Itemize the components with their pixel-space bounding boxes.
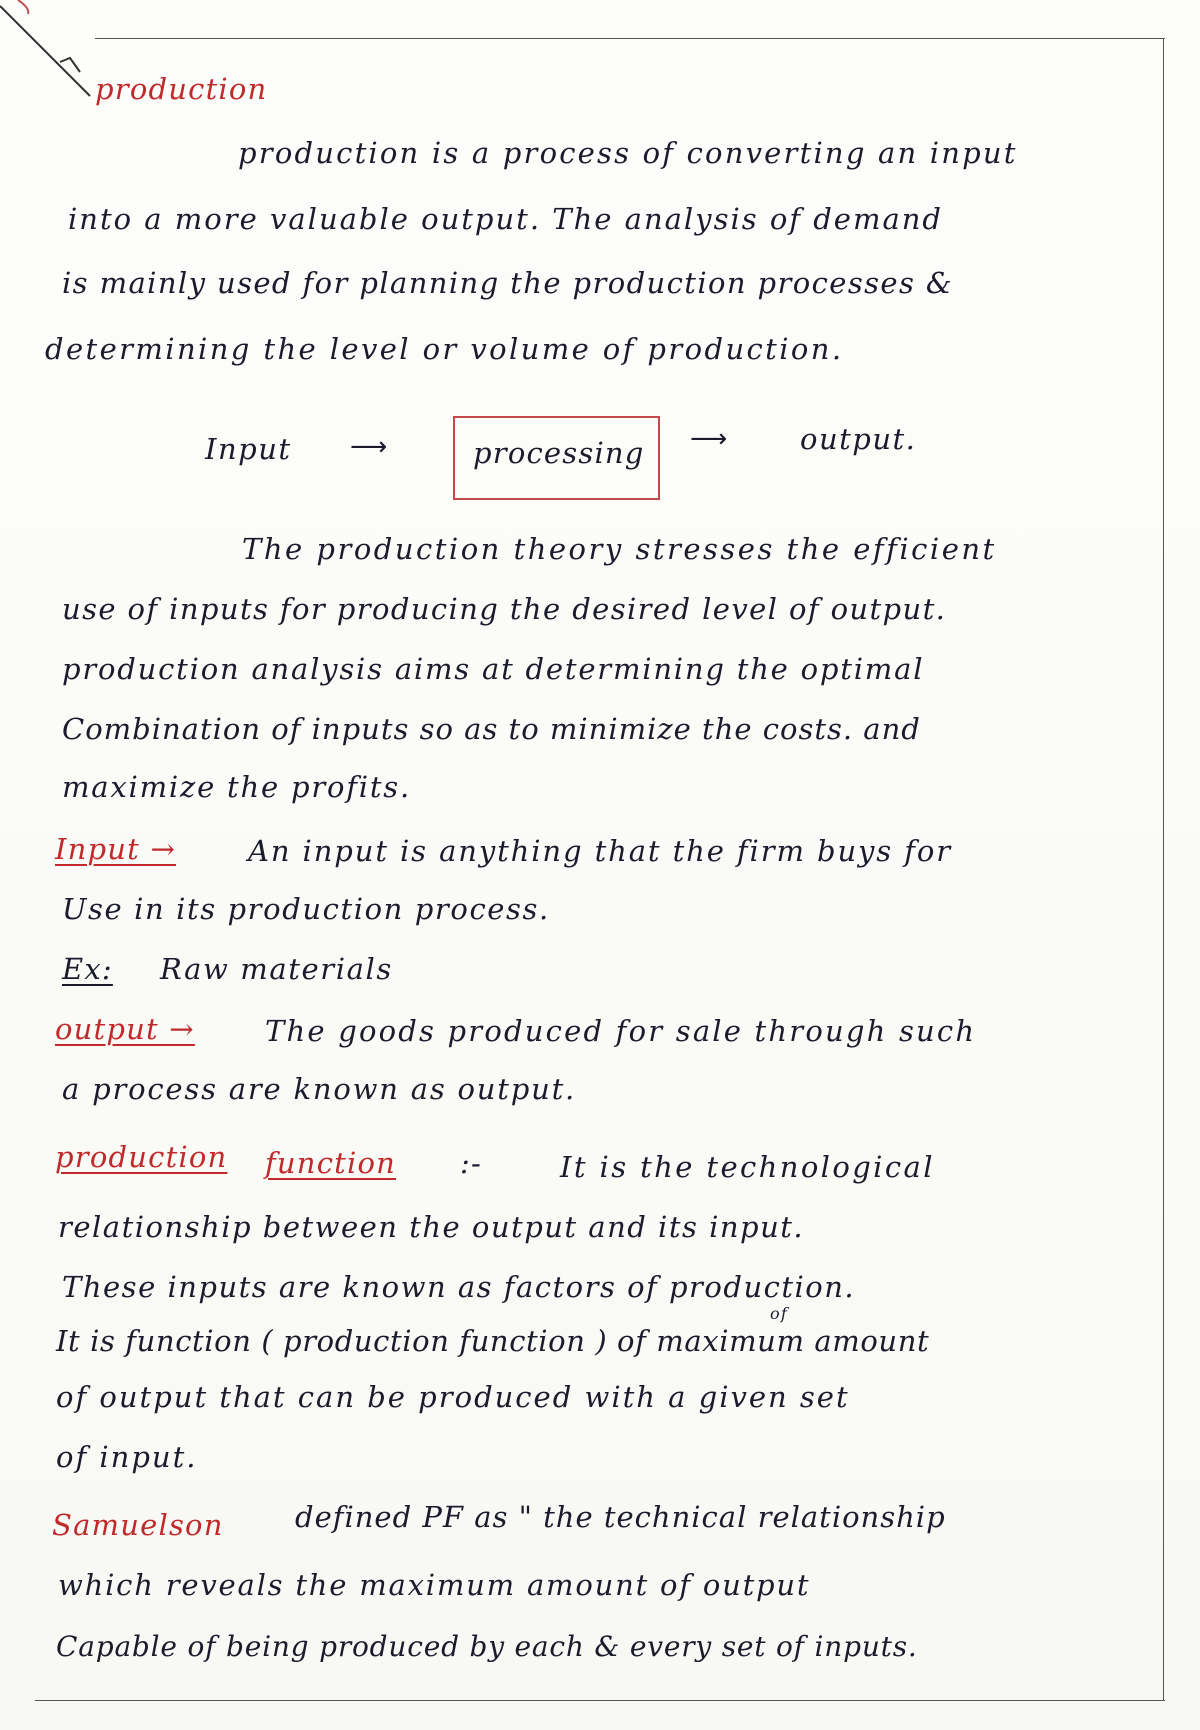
output-def-line-1: The goods produced for sale through such (265, 1014, 977, 1048)
theory-line-5: maximize the profits. (62, 770, 412, 804)
pf-line-4: It is function ( production function ) of maximum amount (56, 1324, 930, 1358)
theory-line-2: use of inputs for producing the desired level of output. (62, 592, 947, 626)
intro-line-1: production is a process of converting an input (238, 136, 1018, 170)
intro-line-4: determining the level or volume of production. (45, 332, 844, 366)
page-border-right (1163, 38, 1164, 1700)
example-text: Raw materials (160, 952, 393, 986)
flow-input-label: Input (205, 432, 292, 466)
pf-line-1: It is the technological (560, 1150, 935, 1184)
flow-arrow-1: ⟶ (350, 432, 388, 462)
intro-line-3: is mainly used for planning the production processes & (62, 266, 954, 300)
pf-line-6: of input. (56, 1440, 198, 1474)
pf-label-a: production (55, 1140, 228, 1174)
flow-arrow-2: ⟶ (690, 424, 728, 454)
pf-line-3: These inputs are known as factors of production. (62, 1270, 856, 1304)
input-def-label: Input → (55, 832, 176, 866)
page-title: production (95, 72, 268, 106)
pf-line-2: relationship between the output and its input. (58, 1210, 805, 1244)
pf-sep: :- (460, 1146, 482, 1180)
output-def-line-2: a process are known as output. (62, 1072, 577, 1106)
intro-line-2: into a more valuable output. The analysis of demand (68, 202, 943, 236)
theory-line-4: Combination of inputs so as to minimize the costs. and (62, 712, 921, 746)
pf-line-5: of output that can be produced with a given set (56, 1380, 850, 1414)
samuelson-line-1: defined PF as " the technical relationship (295, 1500, 946, 1534)
pf-label-b: function (265, 1146, 396, 1180)
samuelson-line-2: which reveals the maximum amount of output (58, 1568, 811, 1602)
corner-pencil-mark (0, 0, 110, 120)
theory-line-1: The production theory stresses the efficient (242, 532, 997, 566)
page-border-top (95, 38, 1165, 39)
samuelson-label: Samuelson (52, 1508, 224, 1542)
output-def-label: output → (55, 1012, 195, 1046)
samuelson-line-3: Capable of being produced by each & every set of inputs. (56, 1630, 918, 1663)
flow-processing-label: processing (473, 436, 645, 470)
input-def-line-1: An input is anything that the firm buys for (248, 834, 952, 868)
flow-processing-box (453, 416, 660, 500)
input-def-line-2: Use in its production process. (62, 892, 550, 926)
flow-output-label: output. (800, 422, 917, 456)
example-label: Ex: (62, 952, 113, 986)
theory-line-3: production analysis aims at determining the optimal (62, 652, 925, 686)
pf-superscript: of (770, 1304, 788, 1323)
page-border-bottom (35, 1700, 1165, 1701)
